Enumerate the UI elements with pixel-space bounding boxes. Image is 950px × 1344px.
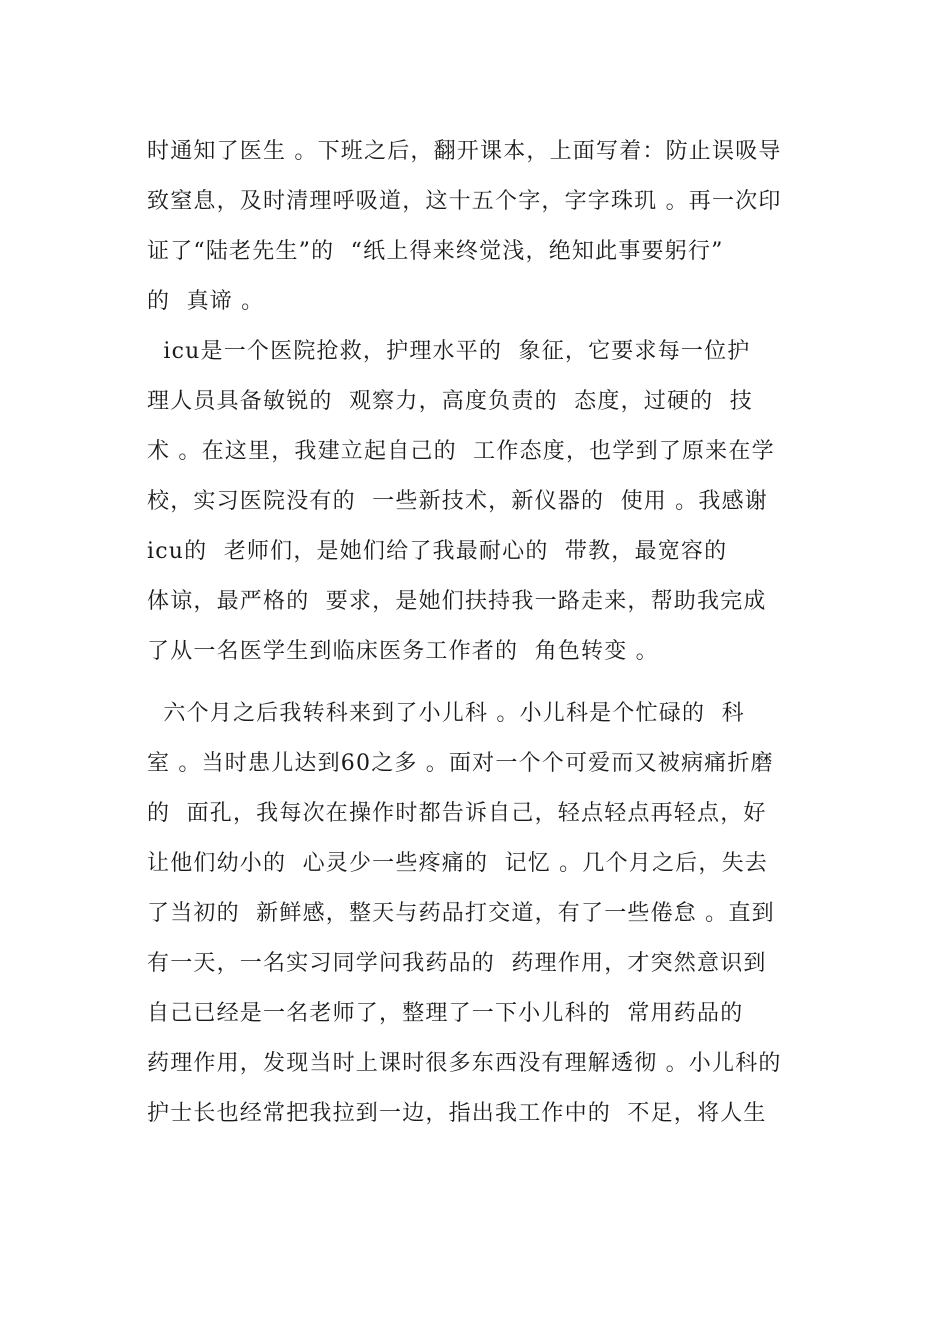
text-line: 时通知了医生 。下班之后，翻开课本，上面写着：防止误吸导 [147,139,782,164]
text-line: 护士长也经常把我拉到一边，指出我工作中的 不足，将人生 [147,1101,767,1126]
text-line: 六个月之后我转科来到了小儿科 。小儿科是个忙碌的 科 [147,701,745,726]
text-line: 自己已经是一名老师了，整理了一下小儿科的 常用药品的 [147,1001,744,1026]
text-line: icu是一个医院抢救，护理水平的 象征，它要求每一位护 [147,339,751,364]
text-line: 了当初的 新鲜感，整天与药品打交道，有了一些倦怠 。直到 [147,901,775,926]
text-line: 证了“陆老先生”的 “纸上得来终觉浅，绝知此事要躬行” [147,239,724,264]
text-line: 有一天，一名实习同学问我药品的 药理作用，才突然意识到 [147,951,767,976]
text-line: 理人员具备敏锐的 观察力，高度负责的 态度，过硬的 技 [147,389,753,414]
text-line: 的 真谛 。 [147,289,265,314]
text-line: 的 面孔，我每次在操作时都告诉自己，轻点轻点再轻点，好 [147,801,767,826]
text-line: 致窒息，及时清理呼吸道，这十五个字，字字珠玑 。再一次印 [147,189,782,214]
text-line: 术 。在这里，我建立起自己的 工作态度，也学到了原来在学 [147,439,775,464]
text-line: 校，实习医院没有的 一些新技术，新仪器的 使用 。我感谢 [147,489,768,514]
text-line: 体谅，最严格的 要求，是她们扶持我一路走来，帮助我完成 [147,589,767,614]
text-line: 让他们幼小的 心灵少一些疼痛的 记忆 。几个月之后，失去 [147,851,768,876]
text-line: 室 。当时患儿达到60之多 。面对一个个可爱而又被病痛折磨 [147,751,774,776]
text-line: 了从一名医学生到临床医务工作者的 角色转变 。 [147,639,659,664]
text-line: icu的 老师们，是她们给了我最耐心的 带教，最宽容的 [147,539,728,564]
text-line: 药理作用，发现当时上课时很多东西没有理解透彻 。小儿科的 [147,1051,782,1076]
